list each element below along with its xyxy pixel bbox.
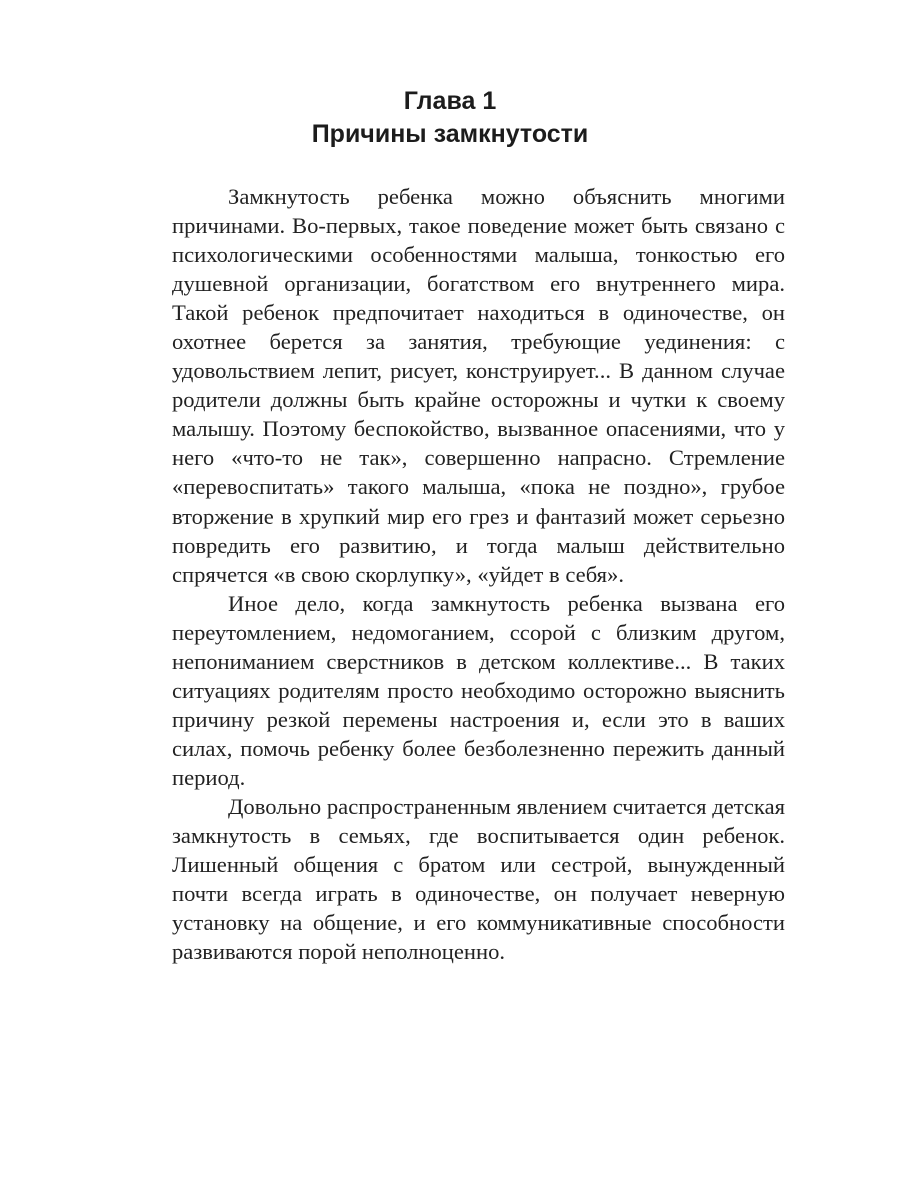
- paragraph: Довольно распространенным явлением считается детская замкнутость в семьях, где воспитывается один ребенок. Лишенный общения с братом или сестрой, вынужденный почти всегда играть в одиночестве, он получает неверную установку на общение, и его коммуникативные способности развиваются порой неполноценно.: [172, 793, 785, 965]
- chapter-number: Глава 1: [403, 87, 497, 115]
- chapter-title: Причины замкнутости: [311, 120, 589, 148]
- paragraph: Иное дело, когда замкнутость ребенка вызвана его переутомлением, недомоганием, ссорой с близким другом, непониманием сверстников в детском коллективе... В таких ситуациях родителям просто необходимо осторожно выяснить причину резкой перемены настроения и, если это в ваших силах, помочь ребенку более безболезненно пережить данный период.: [172, 590, 785, 790]
- paragraph: Замкнутость ребенка можно объяснить многими причинами. Во-первых, такое поведение может быть связано с психологическими особенностями малыша, тонкостью его душевной организации, богатством его внутреннего мира. Такой ребенок предпочитает находиться в одиночестве, он охотнее берется за занятия, требующие уединения: с удовольствием лепит, рисует, конструирует... В данном случае родители должны быть крайне осторожны и чутки к своему малышу. Поэтому беспокойство, вызванное опасениями, что у него «что-то не так», совершенно напрасно. Стремление «перевоспитать» такого малыша, «пока не поздно», грубое вторжение в хрупкий мир его грез и фантазий может серьезно повредить его развитию, и тогда малыш действительно спрячется «в свою скорлупку», «уйдет в себя».: [172, 184, 785, 587]
- chapter-body: [172, 182, 785, 966]
